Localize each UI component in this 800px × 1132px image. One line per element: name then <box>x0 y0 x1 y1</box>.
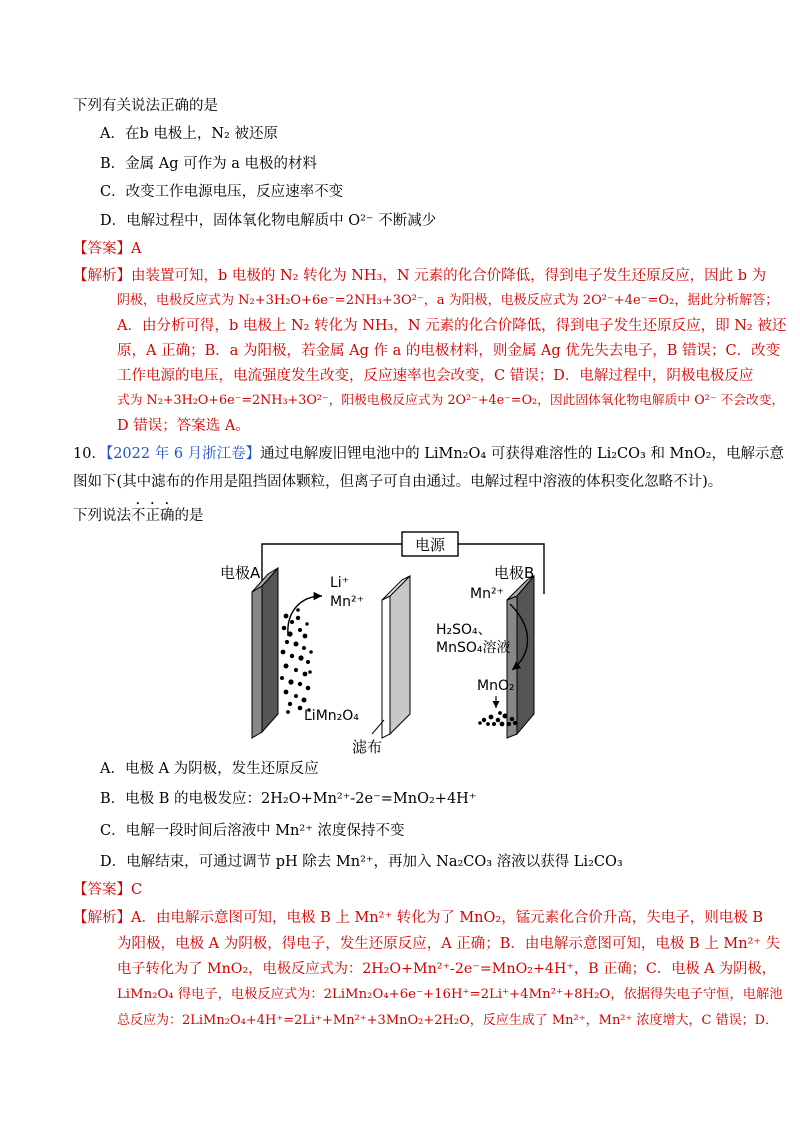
answer-tag: 【答案】 <box>73 882 131 898</box>
q9-analysis-line-7: D 错误；答案选 A。 <box>117 418 250 434</box>
q10-option-b: B．电极 B 的电极发应：2H₂O+Mn²⁺-2e⁻=MnO₂+4H⁺ <box>100 791 477 807</box>
solution-label-2: MnSO₄溶液 <box>436 640 511 656</box>
q9-option-a: A．在b 电极上，N₂ 被还原 <box>100 126 278 142</box>
electrode-a-front <box>252 586 262 738</box>
q9-analysis-line-5: 工作电源的电压，电流强度发生改变，反应速率也会改变，C 错误；D．电解过程中，阴极电极反应 <box>117 368 754 384</box>
q9-stem: 下列有关说法正确的是 <box>73 98 218 114</box>
ion-li-label: Li⁺ <box>330 575 350 591</box>
q9-analysis-line-4: 原，A 正确；B．a 为阳极，若金属 Ag 作 a 的电极材料，则金属 Ag 优先失去电子，B 错误；C．改变 <box>117 343 781 359</box>
filter-cloth-side <box>390 576 410 734</box>
solution-label-1: H₂SO₄、 <box>436 622 492 638</box>
q9-analysis-line-1 <box>73 266 766 286</box>
electrolysis-diagram <box>212 524 602 760</box>
q10-analysis-line-1 <box>73 908 763 928</box>
stem-text-b: 的是 <box>174 508 204 524</box>
q10-option-c: C．电解一段时间后溶液中 Mn²⁺ 浓度保持不变 <box>100 823 405 839</box>
q9-analysis-line-3: A．由分析可得，b 电极上 N₂ 转化为 NH₃，N 元素的化合价降低，得到电子发生还原反应，即 N₂ 被还 <box>117 318 787 334</box>
q10-option-d: D．电解结束，可通过调节 pH 除去 Mn²⁺，再加入 Na₂CO₃ 溶液以获得 Li₂CO₃ <box>100 854 623 870</box>
analysis-text: 由装置可知，b 电极的 N₂ 转化为 NH₃，N 元素的化合价降低，得到电子发生还原反应，因此 b 为 <box>131 268 767 284</box>
q9-answer <box>73 239 141 259</box>
q10-option-a: A．电极 A 为阴极，发生还原反应 <box>100 761 319 777</box>
ion-release-arrow <box>288 596 322 636</box>
emphasis-not-correct: 不正确 <box>131 508 175 524</box>
analysis-text: A．由电解示意图可知，电极 B 上 Mn²⁺ 转化为了 MnO₂，锰元素化合价升高，失电子，则电极 B <box>131 910 763 926</box>
stem-text: 通过电解废旧锂电池中的 LiMn₂O₄ 可获得难溶性的 Li₂CO₃ 和 MnO₂，电解示意 <box>260 446 784 462</box>
electrode-a-label: 电极A <box>220 564 261 582</box>
q10-analysis-line-4: LiMn₂O₄ 得电子，电极反应式为：2LiMn₂O₄+6e⁻+16H⁺=2Li⁺+4Mn²⁺+8H₂O，依据得失电子守恒，电解池 <box>117 987 783 1002</box>
question-source: 【2022 年 6 月浙江卷】 <box>105 446 261 462</box>
electrode-b-side <box>517 576 534 734</box>
q9-analysis-line-2: 阴极，电极反应式为 N₂+3H₂O+6e⁻=2NH₃+3O²⁻，a 为阳极，电极反应式为 2O²⁻+4e⁻=O₂，据此分析解答； <box>117 293 779 308</box>
power-label: 电源 <box>414 536 446 554</box>
q10-stem-line-2: 图如下(其中滤布的作用是阻挡固体颗粒，但离子可自由通过。电解过程中溶液的体积变化忽略不计)。 <box>73 474 723 490</box>
answer-value: A <box>131 241 142 257</box>
q10-stem-line-3 <box>73 500 204 526</box>
limn2o4-particles <box>280 608 313 714</box>
analysis-tag: 【解析】 <box>73 910 131 926</box>
filter-cloth-front <box>382 596 390 738</box>
q10-answer <box>73 880 142 900</box>
ion-mn-label-b: Mn²⁺ <box>470 586 504 602</box>
filter-label: 滤布 <box>352 738 383 756</box>
answer-value: C <box>131 882 143 898</box>
answer-tag: 【答案】 <box>73 241 131 257</box>
question-number: 10． <box>73 446 106 462</box>
q10-analysis-line-5: 总反应为：2LiMn₂O₄+4H⁺=2Li⁺+Mn²⁺+3MnO₂+2H₂O，反应生成了 Mn²⁺，Mn²⁺ 浓度增大，C 错误；D． <box>117 1013 779 1028</box>
q9-option-c: C．改变工作电源电压，反应速率不变 <box>100 184 344 200</box>
ion-mn-label-a: Mn²⁺ <box>330 594 364 610</box>
mno2-label: MnO₂ <box>477 678 515 694</box>
q9-option-d: D．电解过程中，固体氧化物电解质中 O²⁻ 不断减少 <box>100 213 437 229</box>
electrode-a-side <box>262 568 278 732</box>
diagram-svg <box>212 524 602 760</box>
analysis-tag: 【解析】 <box>73 268 131 284</box>
q9-option-b: B．金属 Ag 可作为 a 电极的材料 <box>100 156 317 172</box>
q10-analysis-line-2: 为阳极，电极 A 为阴极，得电子，发生还原反应，A 正确；B．由电解示意图可知，电极 B 上 Mn²⁺ 失 <box>117 936 781 952</box>
stem-text-a: 下列说法 <box>73 508 131 524</box>
q10-stem-line-1 <box>73 444 784 464</box>
electrode-b-label: 电极B <box>494 564 535 582</box>
q10-analysis-line-3: 电子转化为了 MnO₂，电极反应式为：2H₂O+Mn²⁺-2e⁻=MnO₂+4H⁺，B 正确；C．电极 A 为阴极， <box>117 961 776 977</box>
q9-analysis-line-6: 式为 N₂+3H₂O+6e⁻=2NH₃+3O²⁻，阳极电极反应式为 2O²⁻+4e⁻=O₂，因此固体氧化物电解质中 O²⁻ 不会改变， <box>117 393 785 408</box>
limn2o4-label: LiMn₂O₄ <box>304 708 359 724</box>
